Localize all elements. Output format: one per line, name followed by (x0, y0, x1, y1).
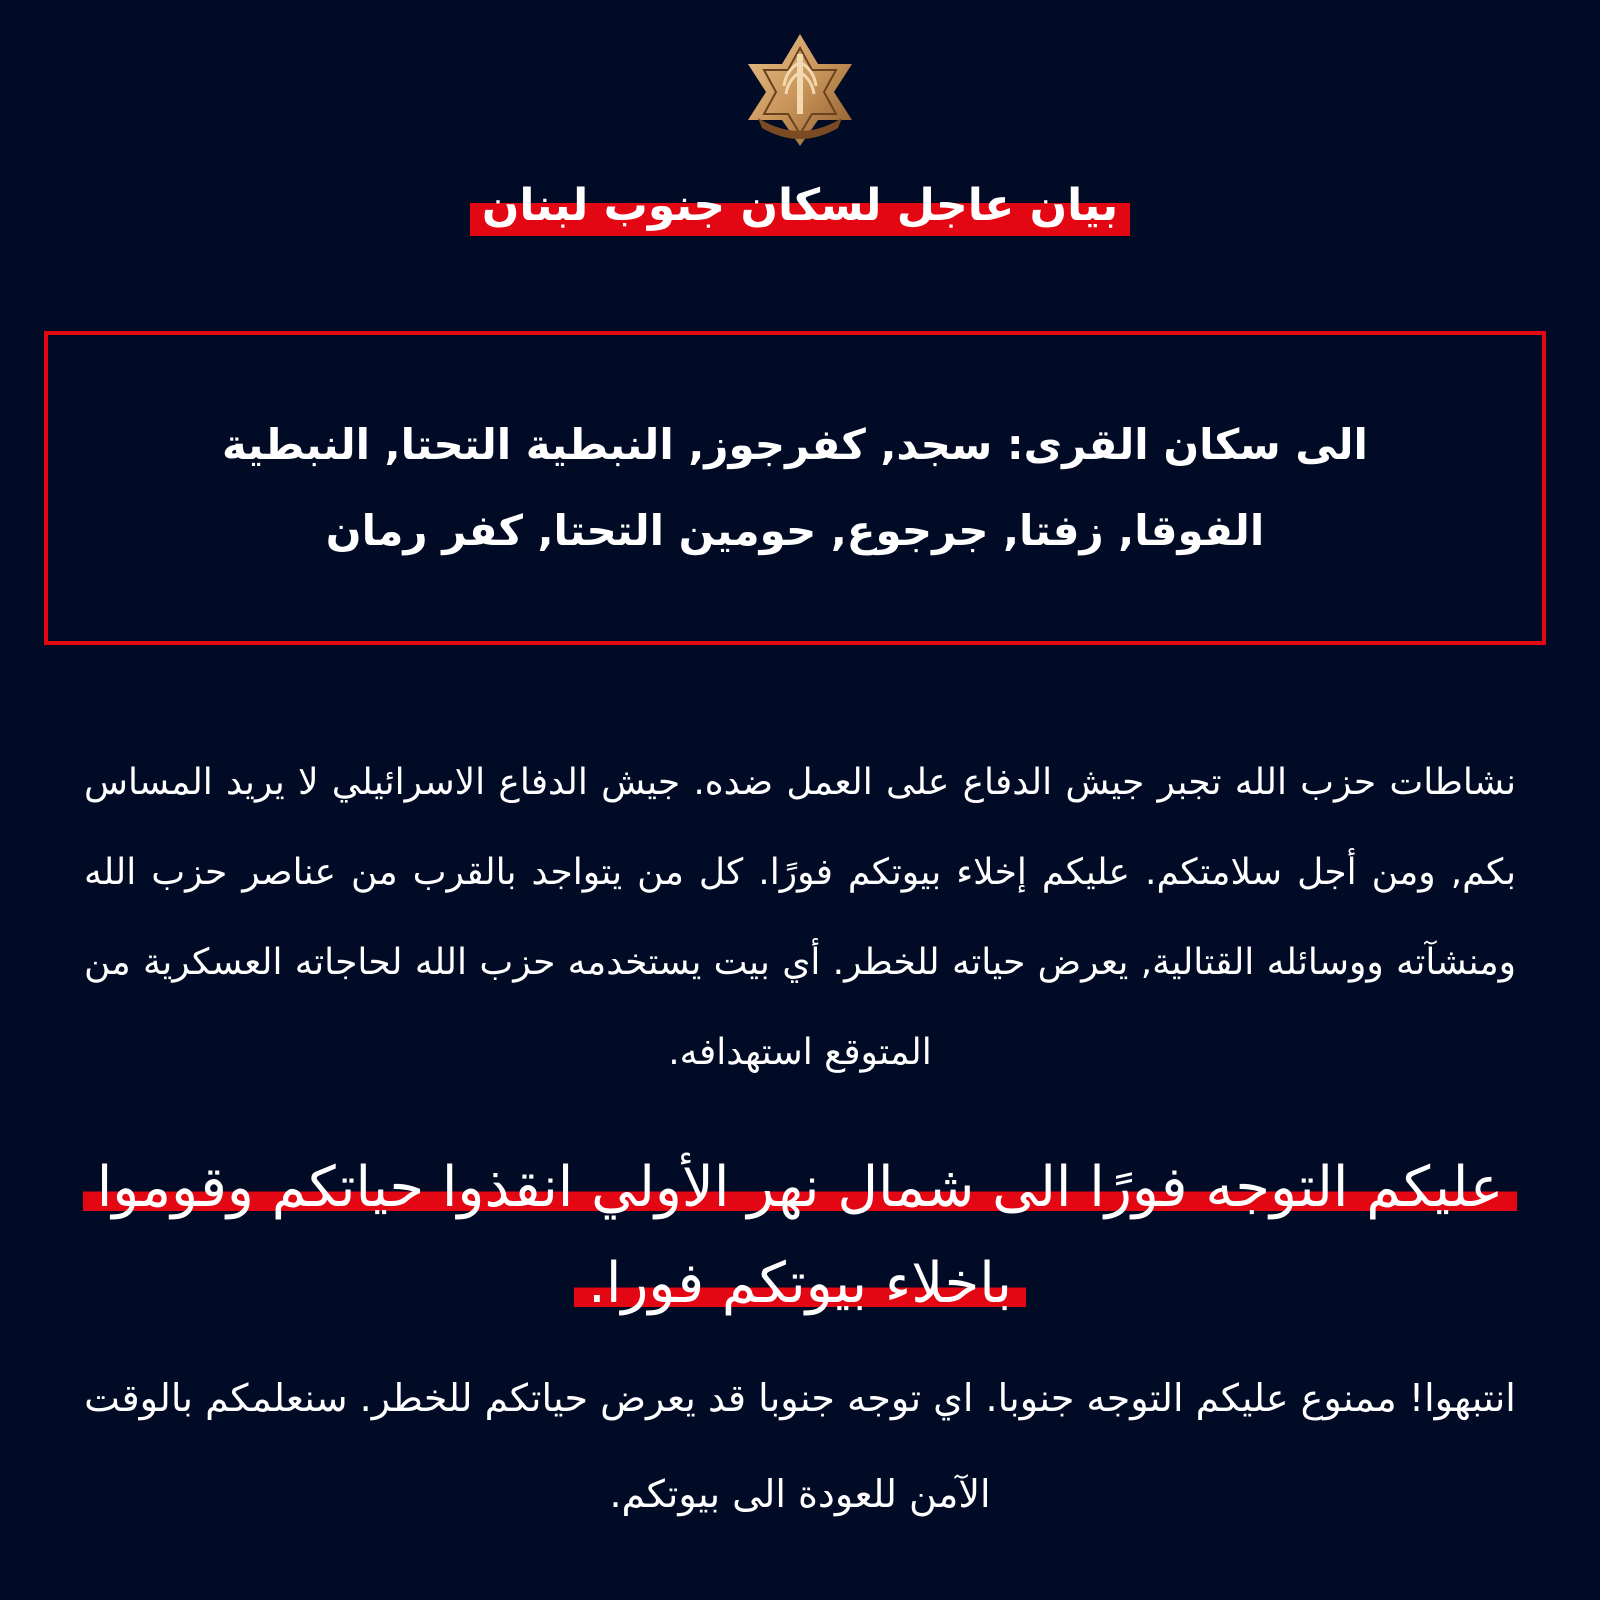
evacuation-highlight (40, 1140, 1560, 1332)
villages-box (44, 331, 1546, 645)
body-paragraph: نشاطات حزب الله تجبر جيش الدفاع على العمل ضده. جيش الدفاع الاسرائيلي لا يريد المساس بكم, ومن أجل سلامتكم. عليكم إخلاء بيوتكم فورًا. كل من يتواجد بالقرب من عناصر حزب الله ومنشآته ووسائله القتالية, يعرض حياته للخطر. أي بيت يستخدمه حزب الله لحاجاته العسكرية من المتوقع استهدافه. (84, 762, 1516, 1073)
warning-text: انتبهوا! ممنوع عليكم التوجه جنوبا. اي توجه جنوبا قد يعرض حياتكم للخطر. سنعلمكم بالوقت الآمن للعودة الى بيوتكم. (84, 1376, 1516, 1516)
idf-emblem-icon (738, 32, 862, 148)
villages-list: الى سكان القرى: سجد, كفرجوز, النبطية التحتا, النبطية الفوقا, زفتا, جرجوع, حومين التحتا, كفر رمان (222, 420, 1368, 555)
page-title: بيان عاجل لسكان جنوب لبنان (470, 176, 1130, 236)
evacuation-highlight-text: عليكم التوجه فورًا الى شمال نهر الأولي انقذوا حياتكم وقوموا باخلاء بيوتكم فورا. (83, 1155, 1518, 1316)
title-banner (0, 176, 1600, 236)
